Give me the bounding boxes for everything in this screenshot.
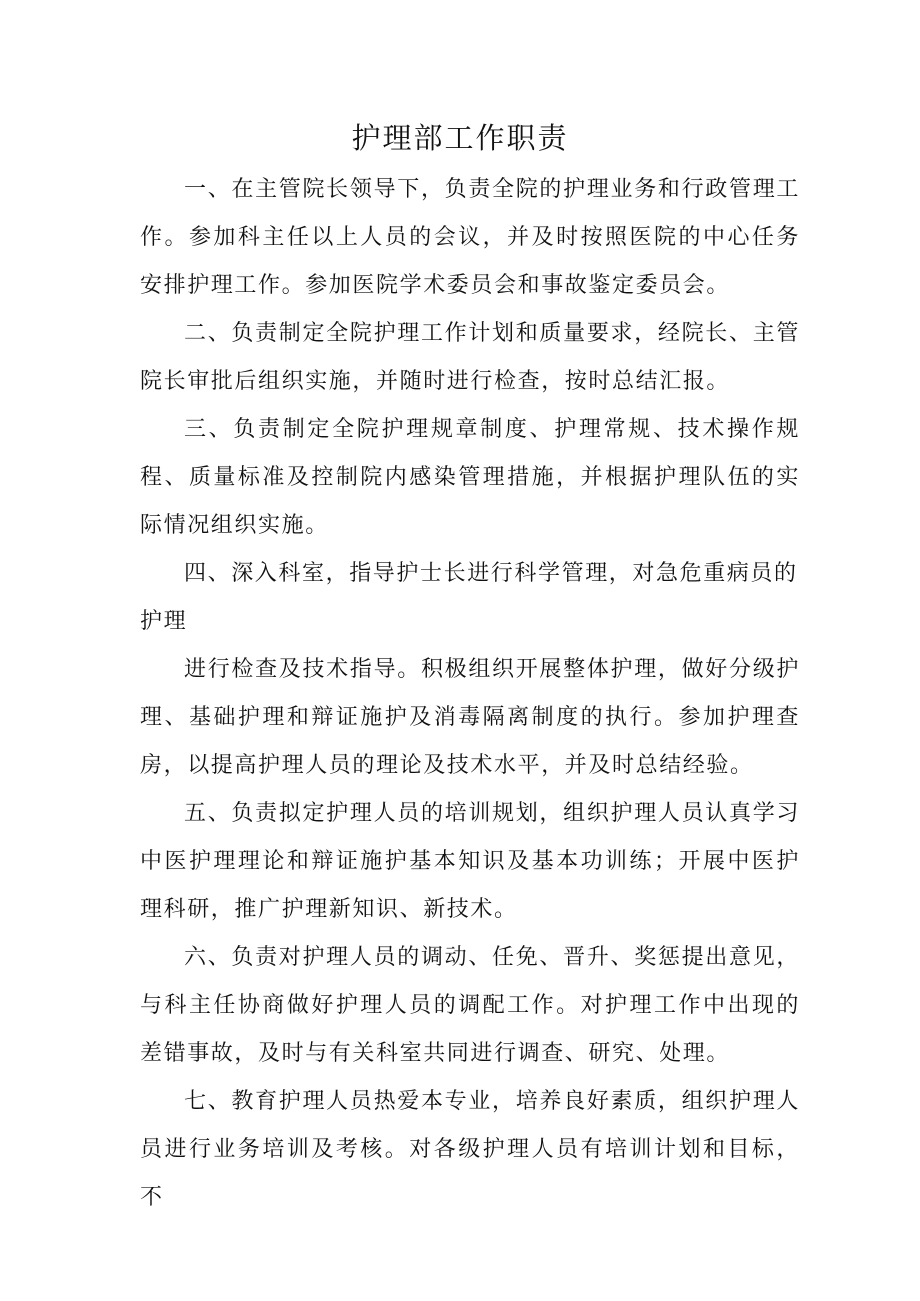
paragraph-duty-5: 五、负责拟定护理人员的培训规划，组织护理人员认真学习中医护理理论和辩证施护基本知识及基本功训练；开展中医护理科研，推广护理新知识、新技术。 [140, 801, 800, 922]
paragraph-duty-7: 七、教育护理人员热爱本专业，培养良好素质，组织护理人员进行业务培训及考核。对各级护理人员有培训计划和目标，不 [140, 1089, 800, 1210]
document-body [140, 166, 800, 1222]
paragraph-duty-4: 四、深入科室，指导护士长进行科学管理，对急危重病员的 [184, 561, 798, 586]
paragraph-duty-4-fragment: 护理 [140, 609, 188, 634]
paragraph-duty-4-continued: 进行检查及技术指导。积极组织开展整体护理，做好分级护理、基础护理和辩证施护及消毒隔离制度的执行。参加护理查房，以提高护理人员的理论及技术水平，并及时总结经验。 [140, 657, 800, 778]
paragraph-duty-2: 二、负责制定全院护理工作计划和质量要求，经院长、主管院长审批后组织实施，并随时进行检查，按时总结汇报。 [140, 321, 800, 394]
document-title: 护理部工作职责 [351, 121, 569, 155]
paragraph-duty-6: 六、负责对护理人员的调动、任免、晋升、奖惩提出意见，与科主任协商做好护理人员的调配工作。对护理工作中出现的差错事故，及时与有关科室共同进行调查、研究、处理。 [140, 945, 800, 1066]
paragraph-duty-1: 一、在主管院长领导下，负责全院的护理业务和行政管理工作。参加科主任以上人员的会议，并及时按照医院的中心任务安排护理工作。参加医院学术委员会和事故鉴定委员会。 [140, 177, 800, 298]
paragraph-duty-3: 三、负责制定全院护理规章制度、护理常规、技术操作规程、质量标准及控制院内感染管理措施，并根据护理队伍的实际情况组织实施。 [140, 417, 800, 538]
